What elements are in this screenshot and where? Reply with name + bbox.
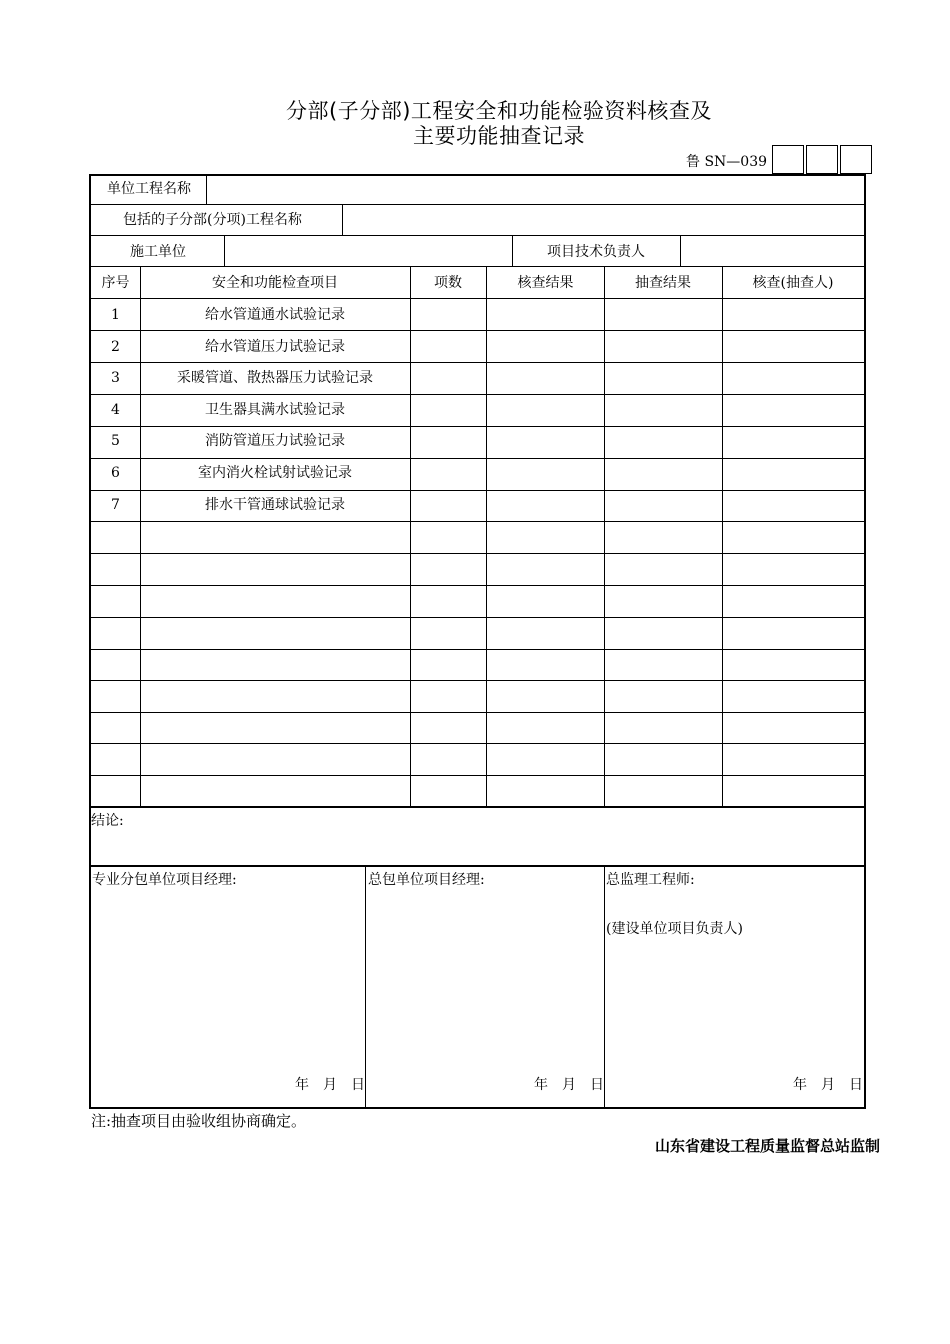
col-header-no: 序号 <box>101 275 130 291</box>
code-box-2[interactable] <box>806 145 838 174</box>
chief-supervisor-label: 总监理工程师: <box>606 872 695 888</box>
col-header-checker: 核查(抽查人) <box>752 275 834 291</box>
page-title-line1: 分部(子分部)工程安全和功能检验资料核查及 <box>286 99 712 123</box>
conclusion-label: 结论: <box>91 813 124 829</box>
signature-date: 年 月 日 <box>534 1077 604 1093</box>
table-rule <box>89 649 864 650</box>
table-rule <box>604 266 605 806</box>
table-rule <box>89 585 864 586</box>
col-header-spot-result: 抽查结果 <box>635 275 691 291</box>
table-rule <box>206 174 207 204</box>
table-rule <box>89 204 864 205</box>
table-rule <box>89 394 864 395</box>
footnote: 注:抽查项目由验收组协商确定。 <box>91 1112 307 1130</box>
table-rule <box>89 712 864 713</box>
table-rule <box>89 266 864 267</box>
table-rule <box>89 743 864 744</box>
row-no: 7 <box>111 497 120 513</box>
row-no: 5 <box>111 433 120 449</box>
tech-lead-label: 项目技术负责人 <box>547 244 645 260</box>
row-no: 3 <box>111 370 120 386</box>
table-rule <box>89 330 864 331</box>
row-item-name: 消防管道压力试验记录 <box>205 433 345 449</box>
table-rule <box>89 553 864 554</box>
page-title-line2: 主要功能抽查记录 <box>413 124 585 148</box>
table-rule <box>89 426 864 427</box>
table-rule <box>89 806 864 808</box>
code-box-1[interactable] <box>772 145 804 174</box>
table-rule <box>89 617 864 618</box>
table-rule <box>680 235 681 266</box>
row-item-name: 给水管道通水试验记录 <box>205 307 345 323</box>
table-rule <box>512 235 513 266</box>
col-header-count: 项数 <box>434 275 462 291</box>
row-item-name: 排水干管通球试验记录 <box>205 497 345 513</box>
table-rule <box>224 235 225 266</box>
row-item-name: 室内消火栓试射试验记录 <box>198 465 352 481</box>
general-contractor-manager-label: 总包单位项目经理: <box>368 872 485 888</box>
table-rule <box>722 266 723 806</box>
table-rule <box>89 298 864 299</box>
table-rule <box>89 680 864 681</box>
table-rule <box>89 490 864 491</box>
code-box-3[interactable] <box>840 145 872 174</box>
row-no: 4 <box>111 402 120 418</box>
unit-project-label: 单位工程名称 <box>107 181 191 197</box>
row-no: 6 <box>111 465 120 481</box>
sub-contractor-manager-label: 专业分包单位项目经理: <box>92 872 237 888</box>
row-item-name: 采暖管道、散热器压力试验记录 <box>177 370 373 386</box>
row-no: 2 <box>111 339 120 355</box>
row-no: 1 <box>111 307 120 323</box>
row-item-name: 卫生器具满水试验记录 <box>205 402 345 418</box>
table-rule <box>342 204 343 235</box>
table-rule <box>365 865 366 1107</box>
table-rule <box>486 266 487 806</box>
table-rule <box>89 458 864 459</box>
construction-unit-label: 施工单位 <box>130 244 186 260</box>
form-code: 鲁 SN—039 <box>686 154 768 170</box>
signature-date: 年 月 日 <box>295 1077 365 1093</box>
col-header-check-result: 核查结果 <box>517 275 574 291</box>
table-rule <box>89 362 864 363</box>
construction-unit-lead-label: (建设单位项目负责人) <box>606 921 743 937</box>
table-rule <box>89 1107 866 1109</box>
table-rule <box>864 174 866 1109</box>
issuer-footer: 山东省建设工程质量监督总站监制 <box>655 1137 881 1155</box>
row-item-name: 给水管道压力试验记录 <box>205 339 345 355</box>
table-rule <box>89 235 864 236</box>
table-rule <box>410 266 411 806</box>
table-rule <box>604 865 605 1107</box>
signature-date: 年 月 日 <box>793 1077 863 1093</box>
table-rule <box>89 775 864 776</box>
col-header-item: 安全和功能检查项目 <box>212 275 338 291</box>
table-rule <box>89 865 864 867</box>
table-rule <box>89 521 864 522</box>
sub-project-label: 包括的子分部(分项)工程名称 <box>123 212 302 228</box>
